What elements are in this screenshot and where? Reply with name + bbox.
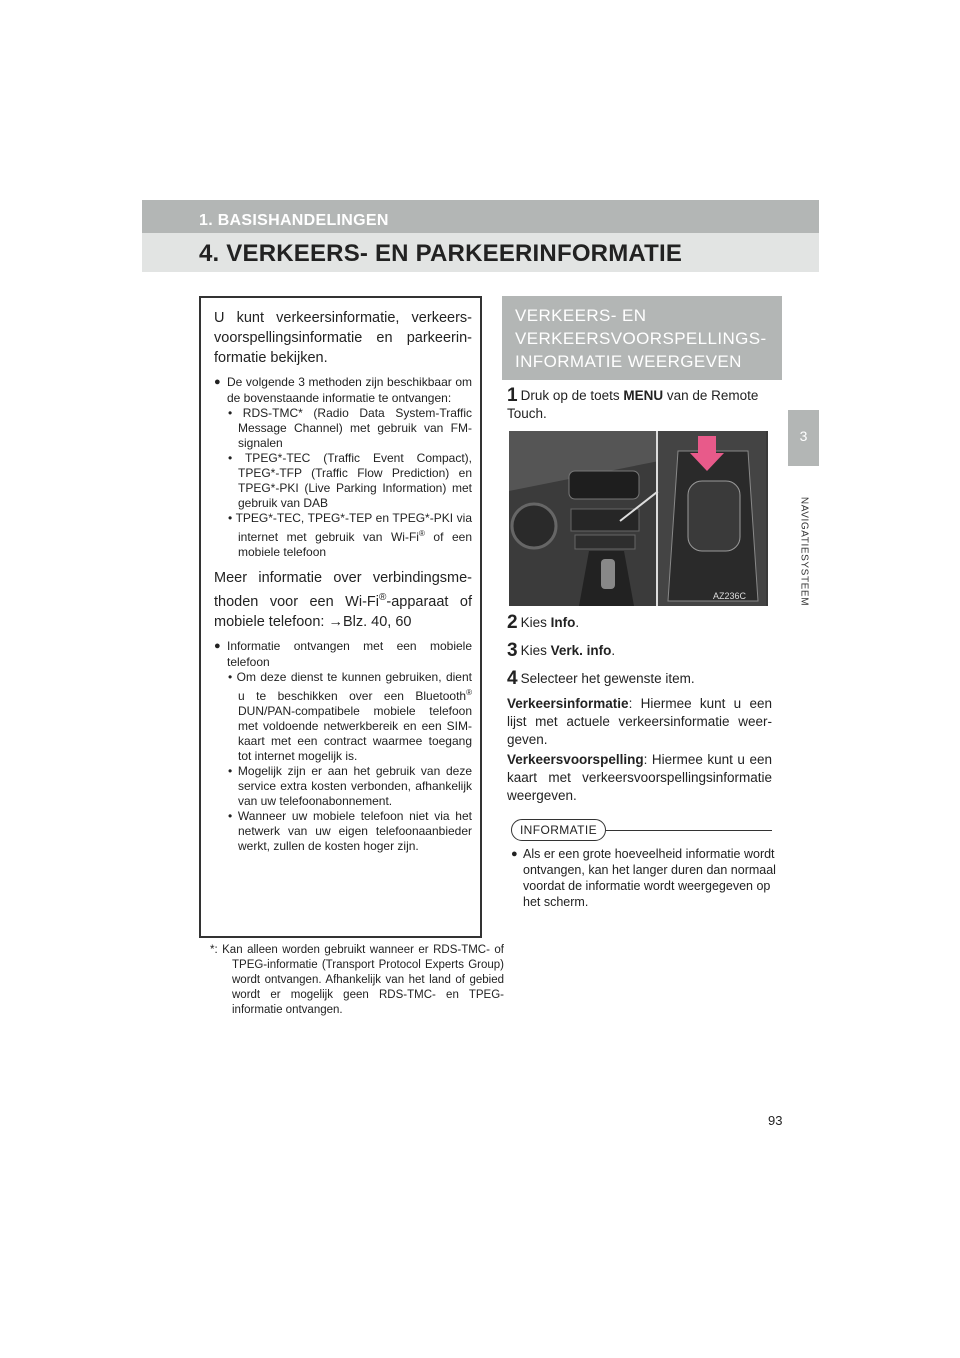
figure-code: AZ236C [713, 591, 747, 601]
remote-touch-illustration [658, 431, 766, 606]
phone-roaming: • Wanneer uw mobiele telefoon niet via het netwerk van uw eigen telefoonaanbieder werkt, zullen de kosten hoger zijn. [228, 808, 472, 853]
footnote: *: Kan alleen worden gebruikt wanneer er RDS-TMC- of TPEG-informatie (Transport Protocol Experts Group) wordt ontvangen. Afhankelijk van het land of gebied wordt er mogelijk geen RDS-TMC- en TPEG-informatie ontvangen. [210, 944, 504, 1016]
phone-costs: • Mogelijk zijn er aan het gebruik van deze service extra kosten verbonden, afhankelijk van uw telefoonabonnement. [228, 763, 472, 808]
intro-box [199, 296, 482, 938]
info-divider [606, 830, 772, 831]
chapter-side-label [792, 488, 816, 628]
connection-reference: Meer informatie over verbindingsmethoden voor een Wi-Fi®-apparaat of mobiele telefoon: →Blz. 40, 60 [214, 570, 472, 630]
page-title: 4. VERKEERS- EN PARKEERINFORMATIE [199, 240, 683, 267]
bullet-methods: ● De volgende 3 methoden zijn beschikbaar om de bovenstaande informatie te ontvangen: [214, 374, 472, 406]
info-label: INFORMATIE [511, 819, 606, 841]
section-bar [142, 200, 819, 233]
phone-requirements: • Om deze dienst te kunnen gebruiken, dient u te beschikken over een Bluetooth® DUN/PAN-compatibele mobiele telefoon met voldoende netwerkbereik en een SIM-kaart met een contract waarmee toegang tot internet mogelijk is. [228, 669, 472, 763]
chapter-number: 3 [799, 428, 808, 444]
page-number: 93 [768, 1113, 783, 1128]
definition-traffic-info: Verkeersinformatie: Hiermee kunt u een lijst met actuele verkeersinformatie weergeven. [507, 696, 772, 747]
method-rds: • RDS-TMC* (Radio Data System-Traffic Message Channel) met gebruik van FM-signalen [228, 406, 472, 450]
method-dab: • TPEG*-TEC (Traffic Event Compact), TPEG*-TFP (Traffic Flow Prediction) en TPEG*-PKI (Live Parking Information) met gebruik van DAB [228, 451, 472, 510]
definition-traffic-forecast: Verkeersvoorspelling: Hiermee kunt u een kaart met verkeersvoorspellingsinformatie weergeven. [507, 752, 772, 803]
bullet-phone: ● Informatie ontvangen met een mobiele telefoon [214, 638, 472, 670]
step-3: 3 Kies Verk. info. [507, 640, 616, 661]
step-4: 4 Selecteer het gewenste item. [507, 668, 695, 689]
step-1: 1 Druk op de toets MENU van de Remote Touch. [507, 385, 759, 421]
chapter-title: NAVIGATIESYSTEEM [798, 496, 810, 607]
step-2: 2 Kies Info. [507, 612, 580, 633]
info-note: ● Als er een grote hoeveelheid informatie wordt ontvangen, kan het langer duren dan normaal voordat de informatie wordt weergegeven op het scherm. [511, 846, 781, 910]
remote-touch-inset [656, 431, 768, 606]
method-internet: • TPEG*-TEC, TPEG*-TEP en TPEG*-PKI via internet met gebruik van Wi-Fi® of een mobiele telefoon [228, 511, 472, 559]
section-label: 1. BASISHANDELINGEN [199, 212, 389, 229]
procedure-heading [502, 296, 782, 380]
chapter-tab [788, 410, 819, 466]
intro-lead: U kunt verkeersinformatie, verkeersvoorspellingsinformatie en parkeerinformatie bekijken. [214, 310, 472, 366]
procedure-heading-text: VERKEERS- EN VERKEERSVOORSPELLINGS- INFORMATIE WEERGEVEN [515, 306, 767, 371]
